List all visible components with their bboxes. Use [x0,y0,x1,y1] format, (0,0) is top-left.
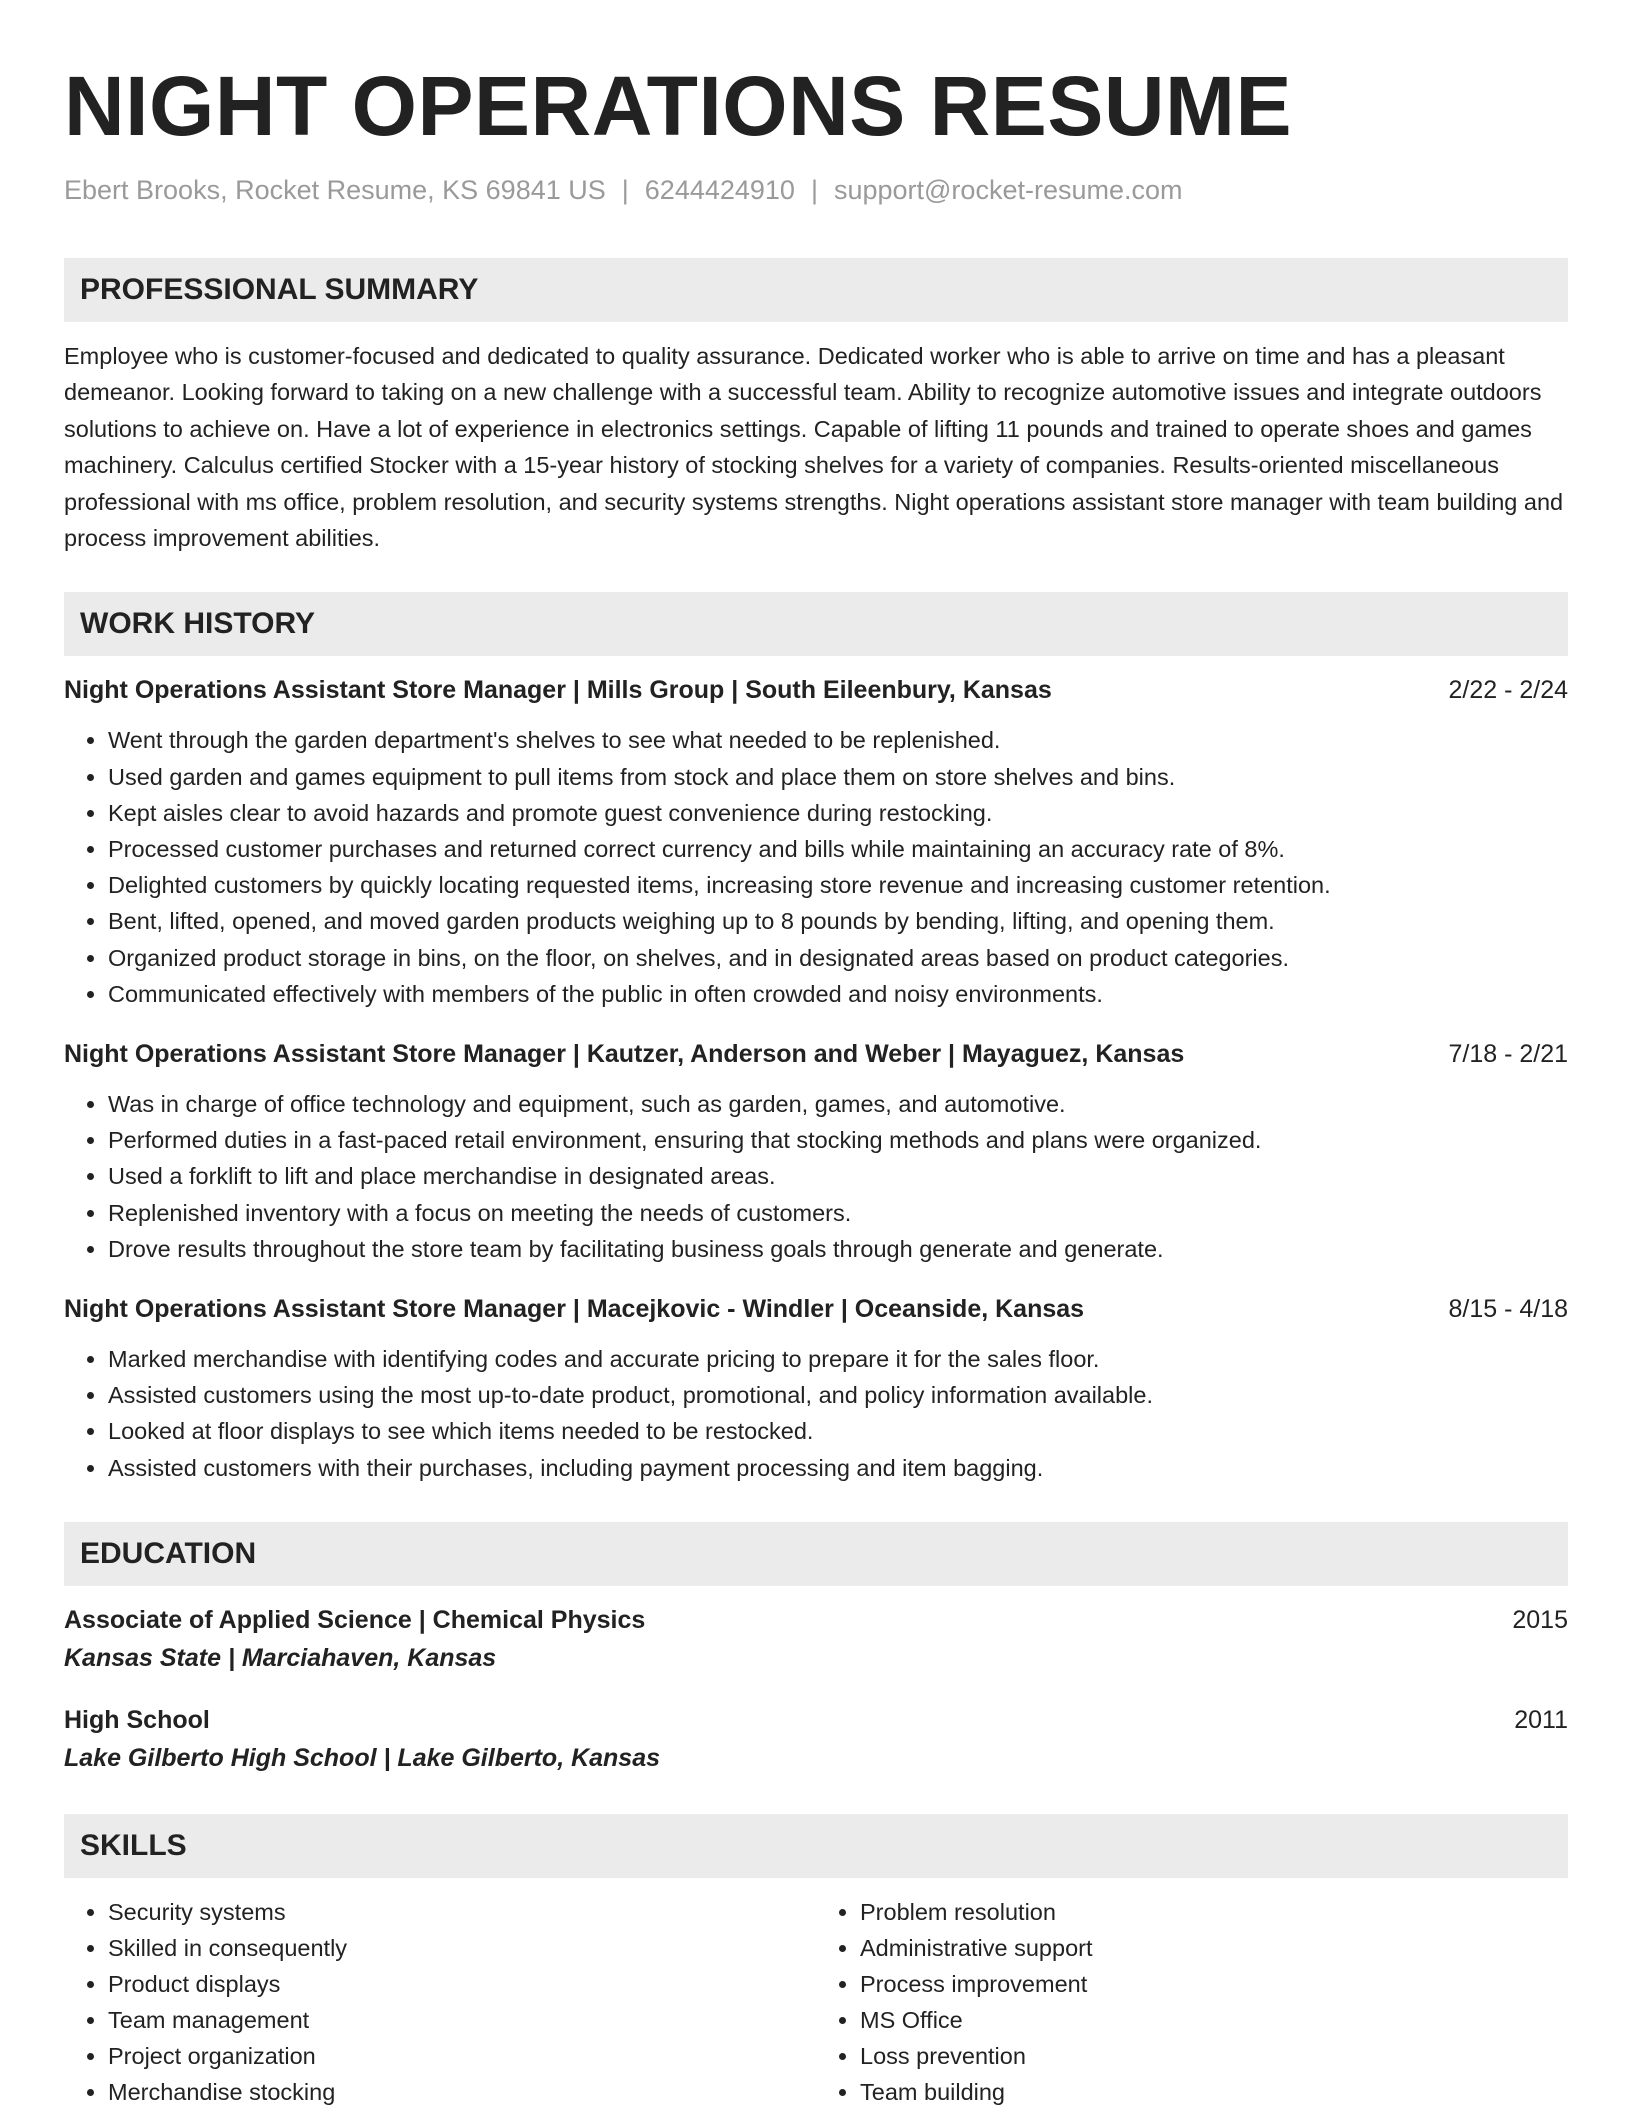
job-bullet: • Looked at floor displays to see which items needed to be restocked. [108,1413,1568,1449]
education-school: Lake Gilberto High School | Lake Gilberto, Kansas [64,1743,661,1772]
job-header [64,672,1568,708]
section-header-summary: PROFESSIONAL SUMMARY [64,258,1568,322]
summary-text: Employee who is customer-focused and dedicated to quality assurance. Dedicated worker who is able to arrive on time and has a pleasant demeanor. Looking forward to taking on a new challenge with a successful team. Ability to recognize automotive issues and integrate outdoors solutions to achieve on. Have a lot of experience in electronics settings. Capable of lifting 11 pounds and trained to operate shoes and games machinery. Calculus certified Stocker with a 15-year history of stocking shelves for a variety of companies. Results-oriented miscellaneous professional with ms office, problem resolution, and security systems strengths. Night operations assistant store manager with team building and process improvement abilities. [64,343,1564,552]
job-bullet: • Communicated effectively with members of the public in often crowded and noisy environments. [108,976,1568,1012]
education-year: 2015 [1512,1605,1568,1634]
job-bullet: • Bent, lifted, opened, and moved garden products weighing up to 8 pounds by bending, lifting, and opening them. [108,903,1568,939]
skill-item: • Team management [108,2002,816,2038]
contact-line [64,172,1568,208]
job-bullets [64,1341,1568,1486]
job-bullet: • Processed customer purchases and returned correct currency and bills while maintaining an accuracy rate of 8%. [108,831,1568,867]
section-header-skills: SKILLS [64,1814,1568,1878]
education-header [64,1702,1568,1738]
job-bullet: • Organized product storage in bins, on the floor, on shelves, and in designated areas based on product categories. [108,940,1568,976]
job-bullet: • Assisted customers using the most up-to-date product, promotional, and policy information available. [108,1377,1568,1413]
job-title: Night Operations Assistant Store Manager | Kautzer, Anderson and Weber | Mayaguez, Kansas [64,1040,1185,1069]
job-title: Night Operations Assistant Store Manager | Mills Group | South Eileenbury, Kansas [64,676,1052,705]
skill-item: • Product displays [108,1966,816,2002]
contact-address: Ebert Brooks, Rocket Resume, KS 69841 US [64,175,606,205]
job-bullet: • Delighted customers by quickly locating requested items, increasing store revenue and increasing customer retention. [108,867,1568,903]
skill-item: • Team building [860,2074,1568,2110]
contact-phone: 6244424910 [644,175,795,205]
skills-column-right [816,1894,1568,2110]
job-bullet: • Assisted customers with their purchases, including payment processing and item bagging. [108,1450,1568,1486]
skill-item: • Security systems [108,1894,816,1930]
section-header-education: EDUCATION [64,1522,1568,1586]
job-bullet: • Went through the garden department's shelves to see what needed to be replenished. [108,722,1568,758]
job-bullet: • Marked merchandise with identifying codes and accurate pricing to prepare it for the sales floor. [108,1341,1568,1377]
job-entry [64,1036,1568,1267]
education-degree: Associate of Applied Science | Chemical Physics [64,1605,646,1634]
job-header [64,1036,1568,1072]
skills-column-left [64,1894,816,2110]
job-bullet: • Drove results throughout the store team by facilitating business goals through generate and generate. [108,1231,1568,1267]
education-entry [64,1602,1568,1678]
job-dates: 2/22 - 2/24 [1448,676,1568,705]
skill-item: • Process improvement [860,1966,1568,2002]
section-header-work-history: WORK HISTORY [64,592,1568,656]
contact-email: support@rocket-resume.com [833,175,1183,205]
job-entry [64,1291,1568,1486]
skill-item: • Skilled in consequently [108,1930,816,1966]
job-bullet: • Performed duties in a fast-paced retail environment, ensuring that stocking methods and plans were organized. [108,1122,1568,1158]
skill-item: • Project organization [108,2038,816,2074]
education-entry [64,1702,1568,1778]
skill-item: • Loss prevention [860,2038,1568,2074]
contact-separator: | [621,175,629,205]
skills-list [64,1894,1568,2110]
skill-item: • Merchandise stocking [108,2074,816,2110]
skill-item: • MS Office [860,2002,1568,2038]
job-bullet: • Used garden and games equipment to pull items from stock and place them on store shelves and bins. [108,759,1568,795]
job-dates: 7/18 - 2/21 [1448,1040,1568,1069]
job-dates: 8/15 - 4/18 [1448,1295,1568,1324]
skill-item: • Problem resolution [860,1894,1568,1930]
education-header [64,1602,1568,1638]
job-title: Night Operations Assistant Store Manager | Macejkovic - Windler | Oceanside, Kansas [64,1295,1085,1324]
resume-title: NIGHT OPERATIONS RESUME [64,59,1293,153]
job-bullet: • Replenished inventory with a focus on meeting the needs of customers. [108,1195,1568,1231]
education-school: Kansas State | Marciahaven, Kansas [64,1643,497,1672]
job-header [64,1291,1568,1327]
job-bullets [64,722,1568,1012]
education-degree: High School [64,1705,210,1734]
skill-item: • Administrative support [860,1930,1568,1966]
job-bullet: • Used a forklift to lift and place merchandise in designated areas. [108,1158,1568,1194]
education-year: 2011 [1514,1705,1568,1734]
job-entry [64,672,1568,1012]
job-bullet: • Was in charge of office technology and equipment, such as garden, games, and automotive. [108,1086,1568,1122]
job-bullet: • Kept aisles clear to avoid hazards and promote guest convenience during restocking. [108,795,1568,831]
job-bullets [64,1086,1568,1267]
contact-separator: | [810,175,818,205]
